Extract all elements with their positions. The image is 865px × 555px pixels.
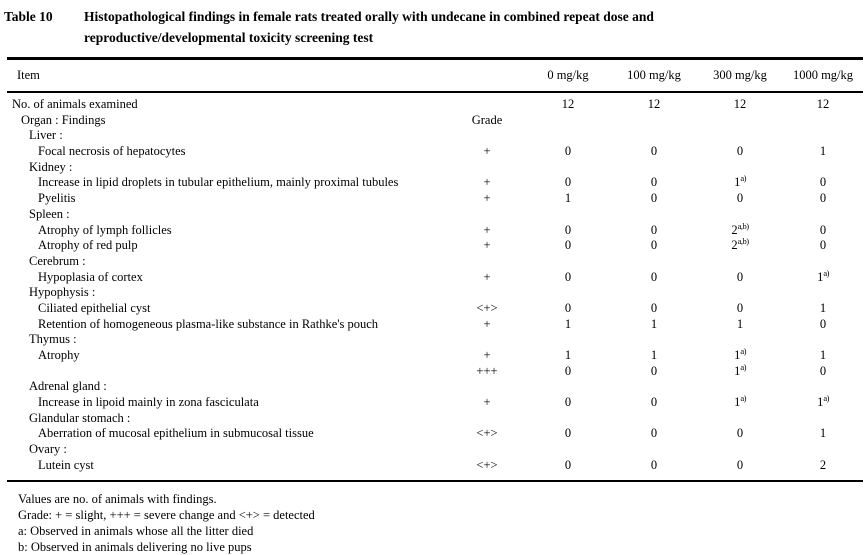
footnote-marker: a) [823, 392, 829, 403]
value-cell: 1$^{a)}$ [734, 173, 746, 190]
value-cell [697, 113, 783, 129]
grade-cell: + [483, 222, 491, 237]
table-row [7, 332, 863, 348]
table-caption [84, 6, 824, 48]
footnote-marker: a) [823, 267, 829, 278]
grade-cell [449, 160, 525, 176]
value-cell [697, 411, 783, 427]
finding-label: Aberration of mucosal epithelium in submucosal tissue [38, 426, 314, 441]
footnote-marker: a,b) [737, 220, 749, 231]
table-row [7, 144, 863, 160]
value-cell: 0 [736, 269, 744, 284]
grade-cell: <+> [476, 300, 498, 315]
organ-label: Hypophysis : [29, 285, 96, 300]
table-row [7, 458, 863, 474]
grade-cell: Grade [471, 112, 503, 127]
grade-cell: <+> [476, 426, 498, 441]
value-cell: 1 [819, 300, 827, 315]
grade-cell [449, 285, 525, 301]
value-cell: 0 [736, 457, 744, 472]
value-cell: 1 [819, 144, 827, 159]
table-row [7, 220, 863, 239]
table-title [0, 0, 865, 48]
table-row [7, 97, 863, 113]
value-cell [783, 442, 863, 458]
table-row [7, 160, 863, 176]
value-cell: 0 [564, 395, 572, 410]
value-cell [525, 207, 611, 223]
histopathology-table [7, 57, 863, 482]
value-cell [783, 332, 863, 348]
value-cell [783, 160, 863, 176]
table-body [7, 93, 863, 480]
value-cell [611, 128, 697, 144]
value-cell: 0 [564, 426, 572, 441]
value-cell [525, 442, 611, 458]
table-row [7, 301, 863, 317]
organ-label: Glandular stomach : [29, 410, 131, 425]
value-cell: 0 [650, 191, 658, 206]
value-cell [783, 207, 863, 223]
value-cell: 0 [819, 222, 827, 237]
footnote-a: a: Observed in animals whose all the litter died [18, 523, 254, 538]
value-cell: 12 [561, 97, 575, 111]
column-header-dose-300: 300 mg/kg [713, 68, 767, 82]
value-cell: 12 [647, 97, 661, 111]
table-bottom-rule [7, 480, 863, 482]
value-cell: 0 [650, 300, 658, 315]
grade-cell: + [483, 269, 491, 284]
grade-cell: +++ [476, 363, 498, 378]
value-cell [525, 128, 611, 144]
value-cell [611, 113, 697, 129]
column-header-dose-0: 0 mg/kg [547, 68, 589, 82]
finding-label: Pyelitis [38, 191, 76, 206]
table-row [7, 317, 863, 333]
finding-label: Focal necrosis of hepatocytes [38, 144, 186, 159]
table-row [7, 113, 863, 129]
item-label: Organ : Findings [21, 112, 106, 127]
table-row [7, 285, 863, 301]
finding-label: Retention of homogeneous plasma-like substance in Rathke's pouch [38, 316, 379, 331]
value-cell [525, 285, 611, 301]
finding-label: Ciliated epithelial cyst [38, 300, 151, 315]
value-cell: 0 [736, 191, 744, 206]
grade-cell: + [483, 238, 491, 253]
value-cell: 0 [819, 316, 827, 331]
value-cell: 0 [650, 175, 658, 190]
value-cell: 0 [564, 222, 572, 237]
table-row [7, 379, 863, 395]
value-cell: 1 [564, 316, 572, 331]
grade-cell: + [483, 316, 491, 331]
footnote-grade-legend: Grade: + = slight, +++ = severe change and <+> = detected [18, 507, 315, 522]
value-cell [697, 128, 783, 144]
table-row [7, 175, 863, 191]
grade-cell [449, 332, 525, 348]
value-cell: 1 [819, 348, 827, 362]
grade-cell [449, 207, 525, 223]
footnote-values: Values are no. of animals with findings. [18, 491, 217, 506]
value-cell [783, 285, 863, 301]
value-cell: 0 [650, 457, 658, 472]
value-cell: 0 [564, 175, 572, 190]
footnote-marker: a) [740, 173, 746, 184]
footnote-marker: a) [740, 392, 746, 403]
column-header-dose-100: 100 mg/kg [627, 68, 681, 82]
finding-label [7, 364, 449, 380]
value-cell [697, 442, 783, 458]
finding-label: Hypoplasia of cortex [38, 269, 143, 284]
value-cell: 1$^{a)}$ [734, 345, 746, 362]
value-cell: 0 [736, 426, 744, 441]
value-cell: 1 [736, 316, 744, 331]
value-cell: 1 [564, 348, 572, 362]
caption-line-1: Histopathological findings in female rats treated orally with undecane in combined repeat dose and [84, 9, 654, 24]
grade-cell [449, 97, 525, 113]
grade-cell: + [483, 144, 491, 159]
value-cell [525, 160, 611, 176]
finding-label: Atrophy of red pulp [38, 238, 138, 253]
value-cell: 0 [650, 426, 658, 441]
value-cell [525, 254, 611, 270]
value-cell: 0 [819, 175, 827, 190]
table-row [7, 254, 863, 270]
finding-label: Atrophy [38, 348, 80, 362]
value-cell: 0 [564, 269, 572, 284]
value-cell: 0 [564, 363, 572, 378]
table-header-row [7, 60, 863, 91]
value-cell [525, 411, 611, 427]
item-label: No. of animals examined [12, 97, 138, 111]
value-cell: 1 [650, 316, 658, 331]
organ-label: Kidney : [29, 159, 73, 174]
value-cell: 0 [564, 457, 572, 472]
grade-cell: + [483, 348, 491, 362]
grade-cell [449, 128, 525, 144]
value-cell [611, 332, 697, 348]
value-cell [783, 128, 863, 144]
table-row [7, 191, 863, 207]
value-cell [611, 207, 697, 223]
value-cell: 2$^{a,b)}$ [731, 220, 749, 237]
grade-cell [449, 379, 525, 395]
organ-label: Cerebrum : [29, 253, 86, 268]
finding-label: Increase in lipoid mainly in zona fasciculata [38, 395, 259, 410]
footnotes [18, 491, 865, 555]
value-cell [611, 379, 697, 395]
value-cell [783, 411, 863, 427]
value-cell: 0 [650, 222, 658, 237]
value-cell [611, 254, 697, 270]
value-cell [611, 285, 697, 301]
value-cell: 12 [816, 97, 830, 111]
table-number: Table 10 [4, 9, 53, 24]
footnote-marker: a) [740, 361, 746, 372]
organ-label: Ovary : [29, 442, 67, 457]
value-cell [525, 332, 611, 348]
value-cell: 0 [564, 144, 572, 159]
finding-label: Increase in lipid droplets in tubular epithelium, mainly proximal tubules [38, 175, 399, 190]
table-row [7, 267, 863, 286]
grade-cell [449, 254, 525, 270]
table-row [7, 426, 863, 442]
footnote-marker: a) [740, 345, 746, 356]
grade-cell [449, 411, 525, 427]
value-cell: 1$^{a)}$ [817, 392, 829, 410]
value-cell: 0 [819, 363, 827, 378]
table-row [7, 128, 863, 144]
table-row [7, 411, 863, 427]
value-cell: 0 [564, 238, 572, 253]
value-cell: 1$^{a)}$ [817, 267, 829, 284]
column-header-dose-1000: 1000 mg/kg [792, 68, 854, 82]
value-cell: 1$^{a)}$ [734, 361, 746, 378]
grade-cell [449, 442, 525, 458]
value-cell: 0 [564, 300, 572, 315]
value-cell: 0 [650, 363, 658, 378]
finding-label: Atrophy of lymph follicles [38, 222, 172, 237]
table-row [7, 361, 863, 380]
value-cell: 0 [819, 238, 827, 253]
table-row [7, 238, 863, 254]
value-cell [697, 285, 783, 301]
value-cell: 12 [733, 97, 747, 111]
value-cell: 0 [819, 191, 827, 206]
value-cell [611, 160, 697, 176]
value-cell: 0 [650, 144, 658, 159]
organ-label: Liver : [29, 128, 63, 143]
value-cell: 2$^{a,b)}$ [731, 236, 749, 253]
value-cell: 1 [650, 348, 658, 362]
value-cell: 2 [819, 457, 827, 472]
value-cell: 0 [736, 300, 744, 315]
finding-label: Lutein cyst [38, 457, 94, 472]
value-cell [783, 113, 863, 129]
grade-cell: + [483, 175, 491, 190]
organ-label: Spleen : [29, 206, 70, 221]
value-cell [697, 254, 783, 270]
grade-cell: <+> [476, 457, 498, 472]
table-row [7, 442, 863, 458]
value-cell [525, 379, 611, 395]
grade-cell: + [483, 191, 491, 206]
value-cell: 0 [650, 395, 658, 410]
table-row [7, 345, 863, 364]
value-cell: 1 [819, 426, 827, 441]
value-cell: 0 [736, 144, 744, 159]
value-cell: 0 [650, 269, 658, 284]
organ-label: Thymus : [29, 332, 77, 347]
column-header-item: Item [17, 68, 40, 82]
footnote-b: b: Observed in animals delivering no live pups [18, 540, 252, 555]
grade-cell: + [483, 395, 491, 410]
value-cell: 0 [650, 238, 658, 253]
caption-line-2: reproductive/developmental toxicity screening test [84, 30, 374, 45]
value-cell: 1 [564, 191, 572, 206]
organ-label: Adrenal gland : [29, 379, 107, 394]
footnote-marker: a,b) [737, 236, 749, 247]
value-cell [611, 411, 697, 427]
value-cell [611, 442, 697, 458]
value-cell [525, 113, 611, 129]
value-cell: 1$^{a)}$ [734, 392, 746, 410]
table-row [7, 392, 863, 411]
table-row [7, 207, 863, 223]
